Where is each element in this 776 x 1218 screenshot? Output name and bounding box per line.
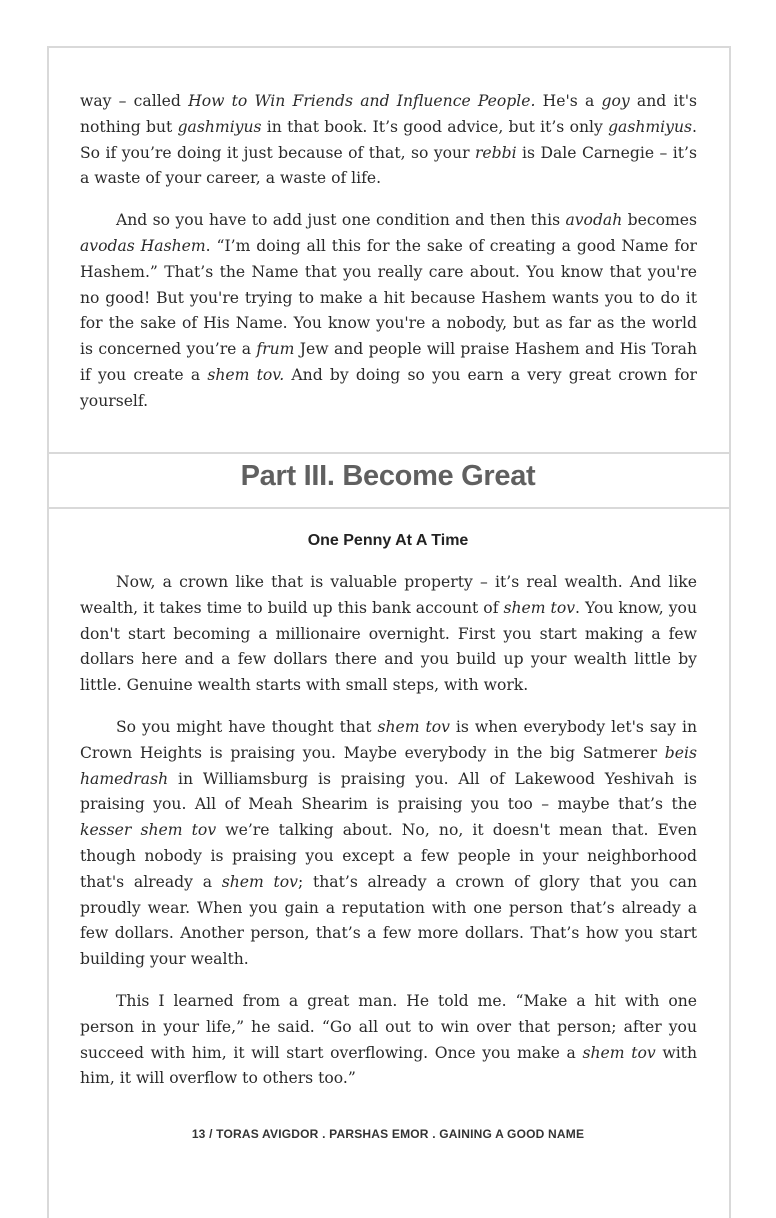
paragraph (80, 208, 697, 414)
paragraph (80, 570, 697, 699)
italic-text: shem tov (582, 1043, 656, 1062)
text-run: becomes (622, 211, 697, 230)
italic-text: gashmiyus (608, 117, 693, 136)
text-run: is Dale Carnegie – it’s a waste of your career, a waste of life. (80, 143, 697, 188)
text-run: way – called (80, 92, 189, 110)
italic-text: avodah (565, 211, 623, 230)
paragraph (80, 89, 697, 192)
text-run: . So if you’re doing it just because of that, so your (80, 117, 697, 162)
italic-text: gashmiyus (177, 117, 262, 136)
text-run: in that book. It’s good advice, but it’s only (261, 117, 609, 136)
text-run: This I learned from a great man. He told me. “Make a hit with one person in your life,” he said. “Go all out to win over that person; after you succeed with him, it will start overflowing. Once you make a (80, 991, 697, 1062)
section-1-text (80, 89, 697, 431)
text-run: we’re talking about. No, no, it doesn't mean that. Even though nobody is praising you except a few people in your neighborhood that's already a (80, 821, 697, 891)
italic-text: beis hamedrash (80, 743, 697, 788)
part-title: Part III. Become Great (240, 460, 536, 492)
italic-text: kesser shem tov (80, 821, 217, 840)
text-run: Jew and people will praise Hashem and His Torah if you create a (80, 340, 697, 384)
italic-text: goy (601, 92, 630, 110)
text-run: He's a (535, 92, 602, 110)
divider-bottom (47, 507, 729, 509)
text-run: Now, a crown like that is valuable property – it’s real wealth. And like wealth, it takes time to build up this bank account of (80, 573, 697, 617)
paragraph (80, 989, 697, 1092)
italic-text: shem tov (377, 717, 450, 736)
text-run: with him, it will overflow to others too.” (80, 1043, 697, 1088)
italic-text: avodas Hashem (80, 236, 206, 255)
subheading: One Penny At A Time (307, 532, 469, 549)
text-run: And so you have to add just one condition and then this (116, 211, 566, 230)
italic-text: shem tov. (207, 365, 285, 384)
italic-text: shem tov (503, 598, 576, 617)
divider-top (47, 452, 729, 454)
italic-text: rebbi (474, 143, 517, 162)
section-2-text (80, 570, 697, 1108)
text-run: . You know, you don't start becoming a millionaire overnight. First you start making a few dollars here and a few dollars there and you build up your wealth little by little. Genuine wealth starts with small steps, with work. (80, 598, 697, 695)
text-run: in Williamsburg is praising you. All of Lakewood Yeshivah is praising you. All of Meah Shearim is praising you too – maybe that’s the (80, 769, 697, 814)
text-run: And by doing so you earn a very great crown for yourself. (80, 365, 697, 410)
text-run: is when everybody let's say in Crown Heights is praising you. Maybe everybody in the big Satmerer (80, 717, 697, 762)
paragraph (80, 715, 697, 973)
italic-text: shem tov (221, 872, 298, 891)
italic-text: How to Win Friends and Influence People. (188, 92, 536, 110)
text-run: So you might have thought that (116, 717, 378, 736)
page-footer: 13 / TORAS AVIGDOR . PARSHAS EMOR . GAINING A GOOD NAME (191, 1127, 585, 1141)
text-run: ; that’s already a crown of glory that you can proudly wear. When you gain a reputation with one person that’s already a few dollars. Another person, that’s a few more dollars. That’s how you start building your wealth. (80, 872, 698, 969)
italic-text: frum (256, 340, 295, 359)
text-run: . “I’m doing all this for the sake of creating a good Name for Hashem.” That’s the Name that you really care about. You know that you're no good! But you're trying to make a hit because Hashem wants you to do it for the sake of His Name. You know you're a nobody, but as far as the world is concerned you’re a (80, 236, 697, 359)
text-run: and it's nothing but (80, 92, 697, 136)
